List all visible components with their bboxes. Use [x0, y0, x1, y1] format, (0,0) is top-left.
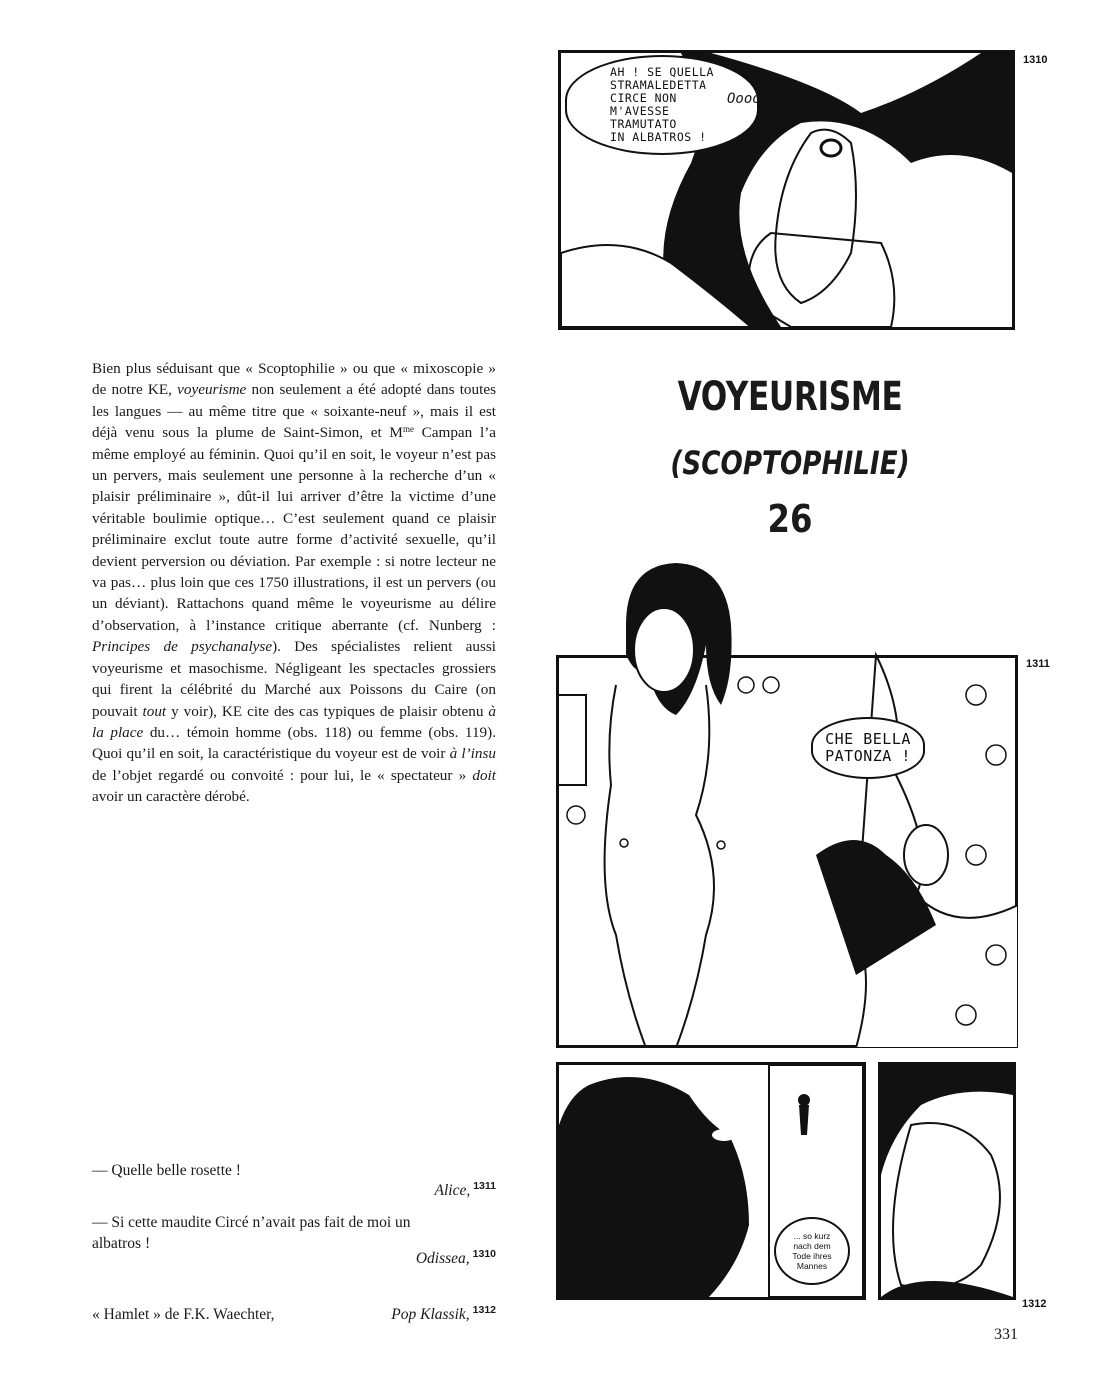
quote-source-title: Odissea, — [415, 1250, 470, 1267]
speech-balloon-1312: ... so kurz nach dem Tode ihres Mannes — [774, 1217, 850, 1285]
body-text-italic: à l’insu — [449, 745, 496, 763]
quote-1310-line1: — Si cette maudite Circé n’avait pas fait de moi un — [92, 1214, 411, 1231]
body-text-part: ). Des spécialistes relient aussi voyeurisme et masochisme. Négligeant les spectacles grossiers qui firent la célébrité du Marché aux Poissons du Caire (on pouvait — [92, 638, 497, 720]
quote-1311-source — [435, 1180, 497, 1200]
body-text-part: y voir), KE cite des cas typiques de plaisir obtenu — [166, 702, 489, 720]
body-text-italic: à la place — [92, 702, 496, 741]
comic-panel-1310 — [558, 50, 1015, 330]
quote-1312-caption: « Hamlet » de F.K. Waechter, — [92, 1306, 275, 1323]
comic-panel-1312-right — [878, 1062, 1016, 1300]
chapter-subtitle: (SCOPTOPHILIE) — [670, 444, 910, 482]
body-text-italic: tout — [142, 702, 167, 720]
chapter-title: VOYEURISME — [677, 374, 903, 420]
body-text — [92, 358, 496, 808]
body-text-superscript: me — [402, 424, 414, 435]
quote-1310-line2: albatros ! — [92, 1235, 151, 1252]
body-text-part: Campan l’a même employé au féminin. Quoi qu’il en soit, le voyeur n’est pas un pervers, mais seulement une personne à la recherche d’un « plaisir préliminaire », dût-il lui arriver d’être la victime d’une véritable boulimie optique… C’est seulement quand ce plaisir préliminaire exclut toute autre forme d’activité sexuelle, qu’il devient perversion ou déviation. Par exemple : si notre lecteur ne va pas… plus loin que ces 1750 illustrations, il est un pervers (ou un déviant). Rattachons quand même le voyeurisme au délire d’observation, à l’instance critique aberrante (cf. Nunberg : — [92, 424, 496, 634]
body-text-italic: Principes de psychanalyse — [92, 638, 273, 656]
comic-panel-1311 — [556, 555, 1018, 1048]
page-number: 331 — [994, 1326, 1018, 1343]
chapter-title-block — [640, 368, 940, 544]
panel-ref-1311: 1311 — [1026, 658, 1050, 670]
panel-1312-right-illustration — [881, 1065, 1013, 1297]
panel-ref-1310: 1310 — [1023, 54, 1048, 66]
speech-balloon-1311: CHE BELLA PATONZA ! — [811, 717, 925, 779]
body-text-part: avoir un caractère dérobé. — [92, 788, 250, 806]
panel-ref-1312: 1312 — [1022, 1298, 1047, 1310]
quote-source-title: Alice, — [434, 1182, 471, 1199]
body-text-part: Bien plus séduisant que « Scoptophilie » ou que « mixoscopie » de notre KE, — [92, 360, 496, 399]
quote-source-ref: 1311 — [473, 1180, 496, 1192]
body-text-italic: voyeurisme — [177, 381, 247, 399]
quote-source-ref: 1312 — [472, 1304, 496, 1316]
body-text-part: du… témoin homme (obs. 118) ou femme (obs. 119). Quoi qu’il en soit, la caractéristique du voyeur est de voir — [92, 723, 497, 763]
panel-1311-illustration — [556, 555, 1018, 1048]
chapter-number: 26 — [767, 497, 813, 541]
body-text-italic: doit — [472, 766, 496, 784]
comic-panel-1312-left — [556, 1062, 866, 1300]
quote-source-ref: 1310 — [472, 1248, 496, 1260]
quote-source-title: Pop Klassik, — [391, 1306, 470, 1323]
body-text-part: non seulement a été adopté dans toutes les langues — au même titre que « soixante-neuf », mais il est déjà venu sous la plume de Saint-Simon, et M — [92, 381, 496, 442]
quote-1310-source — [416, 1248, 496, 1268]
speech-balloon-1310: AH ! SE QUELLA STRAMALEDETTA CIRCE NON M'AVESSE TRAMUTATO IN ALBATROS ! — [565, 55, 759, 155]
quote-1311: — Quelle belle rosette ! — [92, 1162, 241, 1179]
quote-1312-source — [391, 1304, 496, 1324]
sound-effect-1310: Oooo — [727, 91, 761, 107]
body-text-part: de l’objet regardé ou convoité : pour lui, le « spectateur » — [92, 766, 473, 784]
